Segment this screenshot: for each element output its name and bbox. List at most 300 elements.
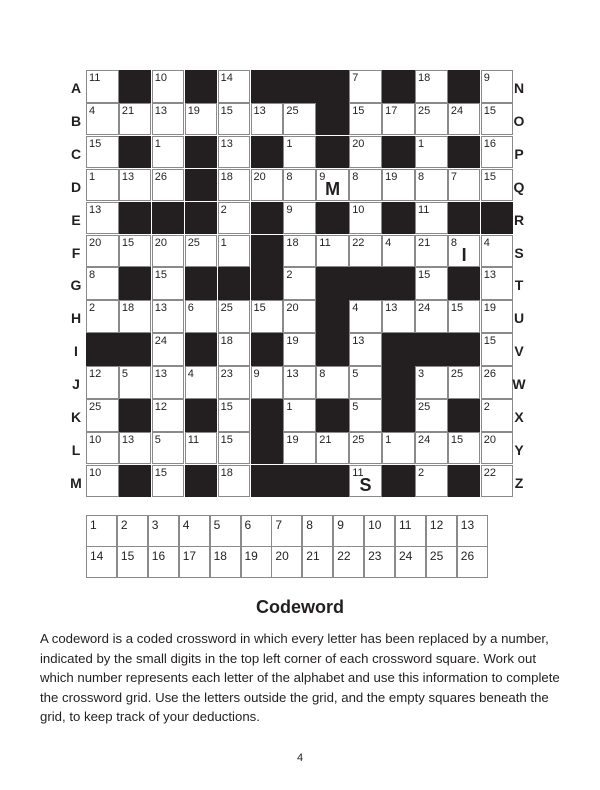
solved-letter: I [461, 245, 467, 266]
square-number: 1 [220, 236, 227, 249]
black-square [382, 202, 415, 235]
grid-square[interactable] [86, 300, 119, 333]
square-number: 25 [187, 236, 200, 249]
grid-square[interactable] [283, 300, 316, 333]
tracker-number: 19 [244, 549, 258, 563]
square-number: 13 [220, 137, 233, 150]
left-letter: L [71, 441, 81, 458]
grid-square[interactable] [349, 465, 382, 498]
grid-square[interactable] [349, 169, 382, 202]
square-number: 10 [352, 203, 365, 216]
square-number: 4 [483, 236, 490, 249]
right-letter: Z [514, 474, 524, 491]
left-letter: F [71, 244, 81, 261]
grid-square[interactable] [316, 366, 349, 399]
black-square [349, 267, 382, 300]
square-number: 15 [220, 401, 233, 413]
square-number: 11 [418, 203, 430, 216]
square-number: 15 [253, 302, 266, 315]
square-number: 14 [220, 72, 233, 84]
grid-square[interactable] [185, 432, 218, 465]
grid-square[interactable] [218, 366, 251, 399]
tracker-square[interactable] [210, 546, 241, 578]
left-letter: D [70, 178, 82, 195]
tracker-square[interactable] [426, 515, 457, 547]
square-number: 15 [450, 302, 464, 315]
grid-square[interactable] [152, 169, 185, 202]
square-number: 15 [483, 335, 497, 348]
grid-square[interactable] [382, 103, 415, 136]
right-letter: V [514, 343, 524, 360]
right-letter: X [514, 409, 524, 425]
grid-square[interactable] [185, 235, 218, 268]
grid-square[interactable] [251, 103, 284, 136]
grid-square[interactable] [415, 169, 448, 202]
square-number: 4 [187, 368, 194, 381]
tracker-number: 20 [275, 549, 289, 563]
square-number: 5 [121, 368, 129, 381]
grid-square[interactable] [86, 103, 119, 136]
grid-square[interactable] [152, 136, 185, 169]
grid-square[interactable] [152, 366, 185, 399]
square-number: 2 [418, 466, 425, 479]
square-number: 2 [483, 401, 490, 413]
grid-square[interactable] [415, 103, 448, 136]
grid-square[interactable] [382, 300, 415, 333]
black-square [316, 202, 349, 235]
left-letter: M [70, 474, 82, 491]
square-number: 15 [154, 269, 168, 282]
black-square [316, 399, 349, 432]
grid-square[interactable] [86, 70, 119, 103]
square-number: 10 [154, 72, 168, 84]
square-number: 9 [483, 72, 490, 84]
grid-square[interactable] [218, 235, 251, 268]
black-square [448, 70, 481, 103]
square-number: 8 [286, 170, 293, 183]
grid-square[interactable] [218, 103, 251, 136]
right-letter: Q [513, 178, 525, 195]
square-number: 13 [352, 335, 365, 348]
grid-square[interactable] [415, 399, 448, 432]
grid-square[interactable] [152, 432, 185, 465]
square-number: 15 [352, 104, 365, 117]
black-square [251, 432, 284, 465]
square-number: 15 [220, 104, 233, 117]
grid-square[interactable] [152, 235, 185, 268]
left-letter: C [70, 145, 82, 162]
solved-letter: M [325, 179, 341, 200]
grid-square[interactable] [251, 300, 284, 333]
square-number: 25 [418, 104, 431, 117]
tracker-square[interactable] [117, 546, 148, 578]
tracker-square[interactable] [241, 546, 272, 578]
square-number: 19 [483, 302, 497, 315]
grid-square[interactable] [283, 169, 316, 202]
black-square [316, 267, 349, 300]
square-number: 8 [319, 368, 326, 381]
grid-square[interactable] [283, 235, 316, 268]
square-number: 18 [121, 302, 135, 315]
grid-square[interactable] [86, 432, 119, 465]
grid-square[interactable] [448, 300, 481, 333]
square-number: 23 [220, 368, 233, 381]
tracker-number: 16 [151, 549, 166, 563]
black-square [251, 267, 284, 300]
grid-square[interactable] [415, 235, 448, 268]
square-number: 19 [187, 104, 200, 117]
grid-square[interactable] [86, 399, 119, 432]
square-number: 26 [154, 170, 168, 183]
black-square [251, 136, 284, 169]
square-number: 20 [154, 236, 168, 249]
tracker-number: 18 [213, 549, 227, 563]
grid-square[interactable] [152, 70, 185, 103]
square-number: 20 [89, 236, 102, 249]
square-number: 5 [352, 401, 359, 413]
black-square [119, 465, 152, 498]
grid-square[interactable] [119, 169, 152, 202]
tracker-number: 4 [182, 518, 190, 532]
grid-square[interactable] [382, 432, 415, 465]
grid-square[interactable] [152, 399, 185, 432]
grid-square[interactable] [119, 366, 152, 399]
tracker-square[interactable] [86, 515, 117, 547]
square-number: 10 [89, 433, 102, 446]
tracker-square[interactable] [333, 515, 364, 547]
grid-square[interactable] [415, 465, 448, 498]
grid-square[interactable] [119, 103, 152, 136]
grid-square[interactable] [349, 235, 382, 268]
black-square [185, 70, 218, 103]
grid-square[interactable] [86, 465, 119, 498]
grid-square[interactable] [251, 169, 284, 202]
square-number: 2 [89, 302, 96, 315]
grid-square[interactable] [415, 300, 448, 333]
square-number: 11 [89, 72, 101, 84]
grid-square[interactable] [218, 432, 251, 465]
grid-square[interactable] [185, 300, 218, 333]
grid-square[interactable] [316, 169, 349, 202]
grid-square[interactable] [119, 432, 152, 465]
black-square [448, 136, 481, 169]
black-square [119, 399, 152, 432]
grid-square[interactable] [448, 432, 481, 465]
black-square [316, 103, 349, 136]
tracker-square[interactable] [457, 546, 488, 578]
grid-square[interactable] [283, 399, 316, 432]
tracker-number: 7 [275, 518, 283, 532]
square-number: 24 [154, 335, 168, 348]
square-number: 18 [418, 72, 431, 84]
grid-square[interactable] [349, 70, 382, 103]
grid-square[interactable] [382, 235, 415, 268]
grid-square[interactable] [86, 235, 119, 268]
grid-square[interactable] [283, 267, 316, 300]
tracker-square[interactable] [426, 546, 457, 578]
grid-square[interactable] [185, 103, 218, 136]
square-number: 8 [418, 170, 425, 183]
black-square [185, 267, 218, 300]
tracker-square[interactable] [241, 515, 272, 547]
square-number: 13 [154, 368, 168, 381]
square-number: 4 [89, 104, 96, 117]
square-number: 20 [253, 170, 266, 183]
tracker-square[interactable] [148, 515, 179, 547]
grid-square[interactable] [283, 103, 316, 136]
grid-square[interactable] [415, 202, 448, 235]
grid-square[interactable] [415, 366, 448, 399]
black-square [283, 465, 316, 498]
puzzle-title: Codeword [256, 597, 344, 617]
square-number: 1 [286, 401, 293, 413]
tracker-square[interactable] [210, 515, 241, 547]
square-number: 8 [450, 236, 458, 249]
grid-square[interactable] [349, 333, 382, 366]
tracker-square[interactable] [395, 515, 426, 547]
grid-square[interactable] [316, 235, 349, 268]
black-square [185, 202, 218, 235]
square-number: 1 [286, 137, 293, 150]
right-letter: P [514, 145, 524, 162]
square-number: 20 [286, 302, 299, 315]
tracker-number: 13 [460, 518, 475, 532]
grid-square[interactable] [349, 366, 382, 399]
left-letter: J [72, 376, 80, 393]
black-square [119, 333, 152, 366]
left-letter: I [74, 343, 78, 360]
tracker-square[interactable] [86, 546, 117, 578]
square-number: 13 [385, 302, 398, 315]
tracker-number: 15 [120, 549, 135, 563]
black-square [119, 70, 152, 103]
tracker-square[interactable] [148, 546, 179, 578]
black-square [185, 465, 218, 498]
black-square [251, 333, 284, 366]
left-letter: H [70, 310, 82, 327]
right-letter: T [514, 277, 524, 294]
grid-square[interactable] [349, 300, 382, 333]
grid-square[interactable] [119, 300, 152, 333]
grid-square[interactable] [152, 465, 185, 498]
grid-square[interactable] [218, 70, 251, 103]
square-number: 24 [450, 104, 464, 117]
grid-square[interactable] [415, 267, 448, 300]
black-square [316, 333, 349, 366]
grid-square[interactable] [283, 333, 316, 366]
left-letter: E [71, 211, 81, 228]
grid-square[interactable] [415, 70, 448, 103]
grid-square[interactable] [86, 169, 119, 202]
grid-square[interactable] [86, 202, 119, 235]
square-number: 18 [220, 466, 233, 479]
square-number: 13 [286, 368, 299, 381]
grid-square[interactable] [349, 103, 382, 136]
square-number: 25 [418, 401, 431, 413]
tracker-square[interactable] [179, 546, 210, 578]
tracker-square[interactable] [395, 546, 426, 578]
black-square [316, 70, 349, 103]
grid-square[interactable] [283, 366, 316, 399]
black-square [218, 267, 251, 300]
grid-square[interactable] [86, 366, 119, 399]
square-number: 7 [352, 72, 359, 84]
square-number: 7 [450, 170, 458, 183]
square-number: 5 [352, 368, 359, 381]
square-number: 13 [154, 104, 168, 117]
square-number: 26 [483, 368, 497, 381]
square-number: 2 [286, 269, 293, 282]
right-letter: W [512, 376, 526, 393]
grid-square[interactable] [415, 432, 448, 465]
square-number: 13 [89, 203, 102, 216]
left-letter: G [70, 277, 82, 294]
square-number: 5 [154, 433, 161, 446]
tracker-square[interactable] [302, 546, 333, 578]
square-number: 25 [352, 433, 365, 446]
tracker-number: 8 [306, 518, 313, 532]
square-number: 2 [220, 203, 227, 216]
black-square [382, 333, 415, 366]
grid-square[interactable] [448, 235, 481, 268]
tracker-number: 2 [120, 518, 128, 532]
black-square [185, 399, 218, 432]
tracker-number: 12 [429, 518, 444, 532]
tracker-square[interactable] [179, 515, 210, 547]
square-number: 13 [121, 170, 135, 183]
right-letter: U [513, 310, 525, 327]
square-number: 11 [187, 433, 200, 446]
square-number: 3 [418, 368, 425, 381]
tracker-square[interactable] [333, 546, 364, 578]
tracker-number: 3 [151, 518, 159, 532]
grid-square[interactable] [283, 136, 316, 169]
square-number: 19 [286, 433, 299, 446]
black-square [251, 70, 284, 103]
grid-square[interactable] [349, 202, 382, 235]
grid-square[interactable] [185, 366, 218, 399]
grid-square[interactable] [448, 169, 481, 202]
square-number: 18 [286, 236, 299, 249]
square-number: 10 [89, 466, 102, 479]
square-number: 15 [483, 104, 497, 117]
grid-square[interactable] [251, 366, 284, 399]
square-number: 13 [253, 104, 266, 117]
square-number: 1 [418, 137, 425, 150]
grid-square[interactable] [218, 169, 251, 202]
black-square [152, 202, 185, 235]
codeword-grid [86, 70, 514, 498]
black-square [185, 136, 218, 169]
tracker-square[interactable] [364, 515, 395, 547]
square-number: 6 [187, 302, 194, 315]
grid-square[interactable] [448, 103, 481, 136]
grid-square[interactable] [218, 202, 251, 235]
square-number: 15 [154, 466, 168, 479]
grid-square[interactable] [448, 366, 481, 399]
tracker-square[interactable] [364, 546, 395, 578]
grid-square[interactable] [152, 267, 185, 300]
tracker-number: 22 [337, 549, 351, 563]
tracker-square[interactable] [271, 515, 302, 547]
black-square [251, 202, 284, 235]
square-number: 24 [418, 302, 431, 315]
black-square [382, 366, 415, 399]
tracker-square[interactable] [271, 546, 302, 578]
square-number: 8 [89, 269, 96, 282]
tracker-number: 14 [90, 549, 104, 563]
tracker-square[interactable] [302, 515, 333, 547]
grid-square[interactable] [218, 300, 251, 333]
grid-square[interactable] [283, 202, 316, 235]
square-number: 21 [319, 433, 332, 446]
right-letter: O [513, 112, 525, 129]
tracker-number: 25 [429, 549, 444, 563]
black-square [448, 465, 481, 498]
right-letter: Y [514, 441, 524, 458]
grid-square[interactable] [152, 300, 185, 333]
grid-square[interactable] [349, 136, 382, 169]
grid-square[interactable] [218, 136, 251, 169]
square-number: 20 [483, 433, 497, 446]
tracker-number: 24 [399, 549, 413, 563]
solved-letter: S [359, 475, 372, 496]
square-number: 25 [220, 302, 233, 315]
square-number: 16 [483, 137, 497, 150]
grid-square[interactable] [316, 432, 349, 465]
grid-square[interactable] [86, 136, 119, 169]
square-number: 1 [385, 433, 392, 446]
tracker-square[interactable] [117, 515, 148, 547]
square-number: 9 [286, 203, 293, 216]
black-square [448, 399, 481, 432]
square-number: 24 [418, 433, 431, 446]
grid-square[interactable] [382, 169, 415, 202]
black-square [382, 399, 415, 432]
tracker-number: 23 [368, 549, 382, 563]
grid-square[interactable] [86, 267, 119, 300]
grid-square[interactable] [349, 432, 382, 465]
grid-square[interactable] [218, 333, 251, 366]
black-square [283, 70, 316, 103]
tracker-square[interactable] [457, 515, 488, 547]
black-square [119, 202, 152, 235]
square-number: 11 [352, 466, 364, 479]
black-square [251, 235, 284, 268]
square-number: 15 [450, 433, 464, 446]
black-square [119, 267, 152, 300]
grid-square[interactable] [218, 399, 251, 432]
grid-square[interactable] [415, 136, 448, 169]
grid-square[interactable] [218, 465, 251, 498]
grid-square[interactable] [283, 432, 316, 465]
black-square [251, 465, 284, 498]
grid-square[interactable] [152, 103, 185, 136]
square-number: 1 [154, 137, 161, 150]
tracker-number: 1 [90, 518, 97, 532]
square-number: 15 [418, 269, 431, 282]
square-number: 21 [121, 104, 135, 117]
grid-square[interactable] [349, 399, 382, 432]
tracker-number: 17 [182, 549, 197, 563]
black-square [185, 169, 218, 202]
grid-square[interactable] [152, 333, 185, 366]
square-number: 9 [319, 170, 326, 183]
square-number: 19 [286, 335, 299, 348]
square-number: 9 [253, 368, 260, 381]
grid-square[interactable] [119, 235, 152, 268]
tracker-number: 9 [337, 518, 344, 532]
